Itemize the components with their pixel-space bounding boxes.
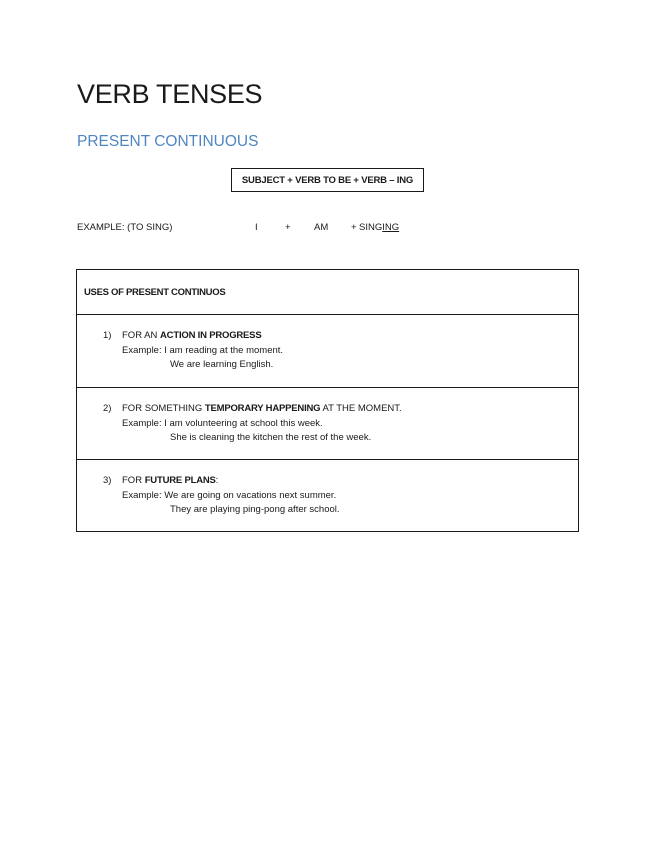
use-number: 2) xyxy=(103,403,112,414)
use-suffix: : xyxy=(215,475,219,486)
use-number: 1) xyxy=(103,330,112,341)
use-description xyxy=(122,402,402,417)
use-content xyxy=(122,474,340,518)
uses-table xyxy=(76,269,579,532)
use-number: 3) xyxy=(103,475,112,486)
example-subject: I xyxy=(255,222,258,233)
example-verb-stem: SING xyxy=(359,222,383,233)
use-highlight: TEMPORARY HAPPENING xyxy=(204,403,321,414)
example-verb xyxy=(359,222,399,233)
use-description xyxy=(122,329,283,344)
uses-table-header: USES OF PRESENT CONTINUOS xyxy=(77,270,578,315)
use-highlight: ACTION IN PROGRESS xyxy=(160,330,262,341)
use-content xyxy=(122,402,402,446)
use-row xyxy=(77,388,578,460)
use-example: Example: I am volunteering at school this week. xyxy=(122,417,323,429)
use-description xyxy=(122,474,340,489)
use-example-second: They are playing ping-pong after school. xyxy=(170,504,340,515)
example-plus: + xyxy=(285,222,291,233)
example-verb-suffix: ING xyxy=(382,222,400,233)
use-row xyxy=(77,315,578,388)
section-heading: PRESENT CONTINUOUS xyxy=(77,133,259,150)
example-verb-be: AM xyxy=(314,222,329,233)
use-content xyxy=(122,329,283,373)
use-row xyxy=(77,460,578,531)
page-title: VERB TENSES xyxy=(77,79,263,109)
example-label: EXAMPLE: (TO SING) xyxy=(77,222,173,233)
use-example: Example: We are going on vacations next summer. xyxy=(122,489,337,501)
use-example-second: We are learning English. xyxy=(170,359,274,370)
use-suffix: AT THE MOMENT. xyxy=(320,403,402,414)
example-plus: + xyxy=(351,222,357,233)
use-example-second: She is cleaning the kitchen the rest of the week. xyxy=(170,432,372,443)
use-prefix: FOR xyxy=(122,475,145,486)
formula-box: SUBJECT + VERB TO BE + VERB – ING xyxy=(231,168,424,192)
use-prefix: FOR AN xyxy=(122,330,161,341)
use-example: Example: I am reading at the moment. xyxy=(122,344,284,356)
use-highlight: FUTURE PLANS xyxy=(144,475,216,486)
use-prefix: FOR SOMETHING xyxy=(122,403,205,414)
